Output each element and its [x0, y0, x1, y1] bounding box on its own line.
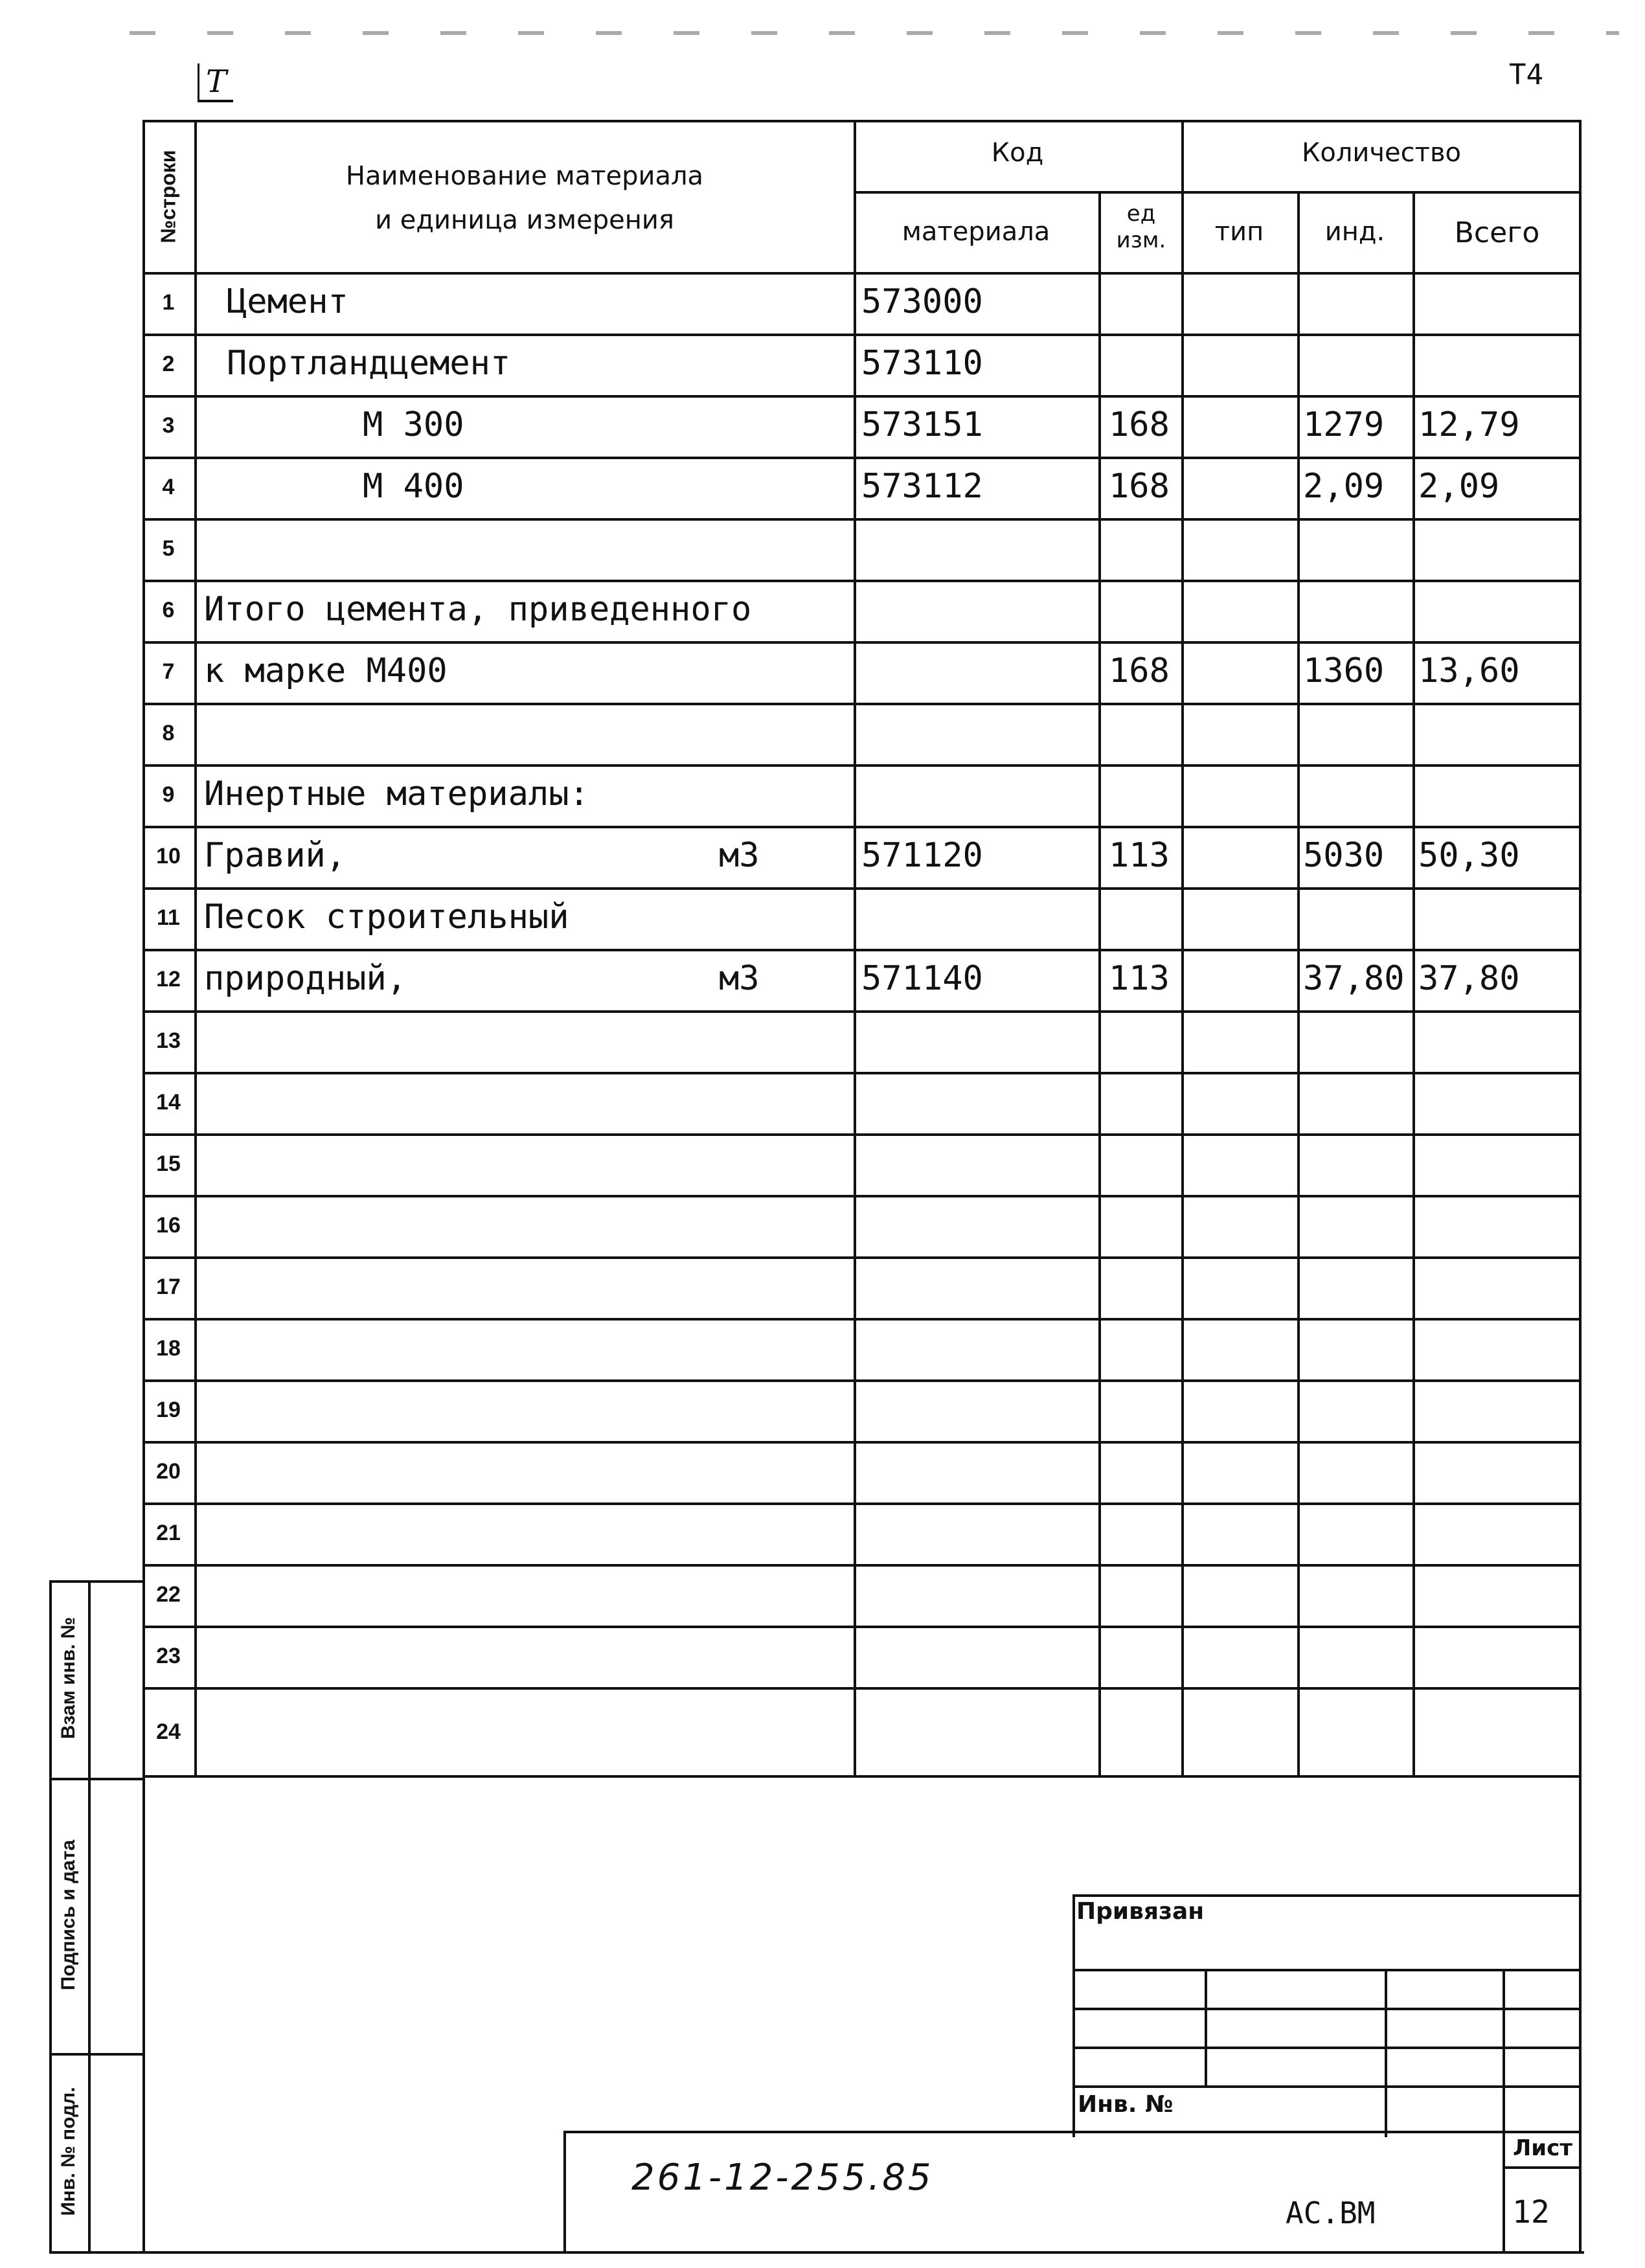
row-total: 50,30 — [1418, 835, 1520, 875]
row-ind: 1360 — [1303, 651, 1385, 690]
row-divider — [142, 1687, 1582, 1690]
row-divider — [142, 641, 1582, 644]
row-divider — [142, 1133, 1582, 1136]
row-divider — [142, 518, 1582, 521]
row-number: 24 — [156, 1719, 181, 1744]
row-code: 573000 — [861, 282, 983, 321]
row-divider — [142, 764, 1582, 767]
row-divider — [142, 1195, 1582, 1197]
corner-mark-right: Т4 — [1509, 58, 1543, 91]
row-unit-text: м3 — [719, 958, 760, 998]
row-total: 12,79 — [1418, 405, 1520, 444]
side-label-inv-podl: Инв. № подл. — [58, 2087, 79, 2216]
header-name-line1: Наименование материала — [345, 161, 704, 191]
row-name: М 400 — [363, 466, 464, 506]
row-name: Итого цемента, приведенного — [204, 589, 752, 629]
header-row-number: №строки — [156, 150, 180, 244]
row-number: 6 — [162, 597, 175, 622]
row-name: Гравий, — [204, 835, 346, 875]
row-number: 1 — [162, 289, 175, 315]
row-ind: 2,09 — [1303, 466, 1385, 506]
row-ed: 168 — [1109, 651, 1170, 690]
stamp-sheet-value: 12 — [1512, 2194, 1550, 2230]
side-label-podpis: Подпись и дата — [58, 1839, 79, 1991]
row-divider — [142, 1626, 1582, 1628]
row-number: 19 — [156, 1397, 181, 1422]
row-divider — [142, 826, 1582, 828]
row-divider — [142, 395, 1582, 398]
row-divider — [142, 1564, 1582, 1567]
header-quantity: Количество — [1301, 138, 1461, 168]
side-label-vzam: Взам инв. № — [58, 1616, 79, 1740]
header-name-line2: и единица измерения — [375, 205, 674, 235]
row-ind: 37,80 — [1303, 958, 1405, 998]
row-divider — [142, 1318, 1582, 1321]
row-divider — [142, 1010, 1582, 1013]
row-divider — [142, 1441, 1582, 1444]
row-name: природный, — [204, 958, 407, 998]
row-divider — [142, 1256, 1582, 1259]
header-type: тип — [1214, 217, 1264, 247]
row-ed: 113 — [1109, 958, 1170, 998]
header-unit: ед изм. — [1116, 201, 1166, 253]
stamp-doc-code: АС.ВМ — [1286, 2195, 1376, 2230]
row-divider — [142, 334, 1582, 336]
row-number: 23 — [156, 1643, 181, 1668]
row-code: 573110 — [861, 343, 983, 383]
row-number: 18 — [156, 1335, 181, 1361]
row-number: 21 — [156, 1520, 181, 1545]
stamp-inv-no: Инв. № — [1078, 2091, 1174, 2118]
row-number: 22 — [156, 1582, 181, 1607]
row-divider — [142, 949, 1582, 951]
row-number: 17 — [156, 1274, 181, 1299]
row-number: 4 — [162, 474, 175, 499]
row-number: 15 — [156, 1151, 181, 1176]
row-number: 11 — [157, 905, 180, 930]
row-code: 573151 — [861, 405, 983, 444]
stamp-sheet-label: Лист — [1513, 2135, 1572, 2161]
row-code: 571120 — [861, 835, 983, 875]
row-ed: 168 — [1109, 405, 1170, 444]
row-number: 10 — [156, 843, 181, 868]
row-unit-text: м3 — [719, 835, 760, 875]
header-ind: инд. — [1324, 217, 1385, 247]
row-number: 5 — [162, 536, 175, 561]
row-code: 573112 — [861, 466, 983, 506]
row-name: Портландцемент — [227, 343, 511, 383]
row-number: 8 — [162, 720, 175, 745]
row-number: 16 — [156, 1212, 181, 1238]
row-divider — [142, 703, 1582, 705]
scan-artifact-top — [130, 31, 1619, 35]
row-name: Инертные материалы: — [204, 774, 589, 813]
row-number: 7 — [162, 659, 175, 684]
row-divider — [142, 1379, 1582, 1382]
row-ind: 1279 — [1303, 405, 1385, 444]
header-code: Код — [991, 138, 1044, 168]
row-divider — [142, 1503, 1582, 1505]
row-divider — [142, 887, 1582, 890]
row-number: 2 — [162, 351, 175, 376]
header-total: Всего — [1454, 216, 1540, 249]
header-material: материала — [902, 217, 1050, 247]
row-number: 9 — [162, 782, 175, 807]
row-name: М 300 — [363, 405, 464, 444]
stamp-doc-number: 261-12-255.85 — [631, 2157, 934, 2199]
row-total: 2,09 — [1418, 466, 1500, 506]
row-code: 571140 — [861, 958, 983, 998]
corner-mark-left: Т — [198, 63, 233, 102]
row-total: 37,80 — [1418, 958, 1520, 998]
row-ed: 168 — [1109, 466, 1170, 506]
row-ed: 113 — [1109, 835, 1170, 875]
row-number: 12 — [156, 966, 181, 992]
row-ind: 5030 — [1303, 835, 1385, 875]
row-divider — [142, 580, 1582, 582]
row-divider — [142, 1072, 1582, 1074]
row-number: 13 — [156, 1028, 181, 1053]
row-number: 3 — [162, 413, 175, 438]
stamp-privyazan: Привязан — [1076, 1898, 1205, 1925]
row-name: Цемент — [227, 282, 348, 321]
row-number: 14 — [156, 1089, 181, 1115]
row-divider — [142, 457, 1582, 459]
row-number: 20 — [156, 1458, 181, 1484]
row-total: 13,60 — [1418, 651, 1520, 690]
row-name: к марке М400 — [204, 651, 448, 690]
row-name: Песок строительный — [204, 897, 569, 936]
